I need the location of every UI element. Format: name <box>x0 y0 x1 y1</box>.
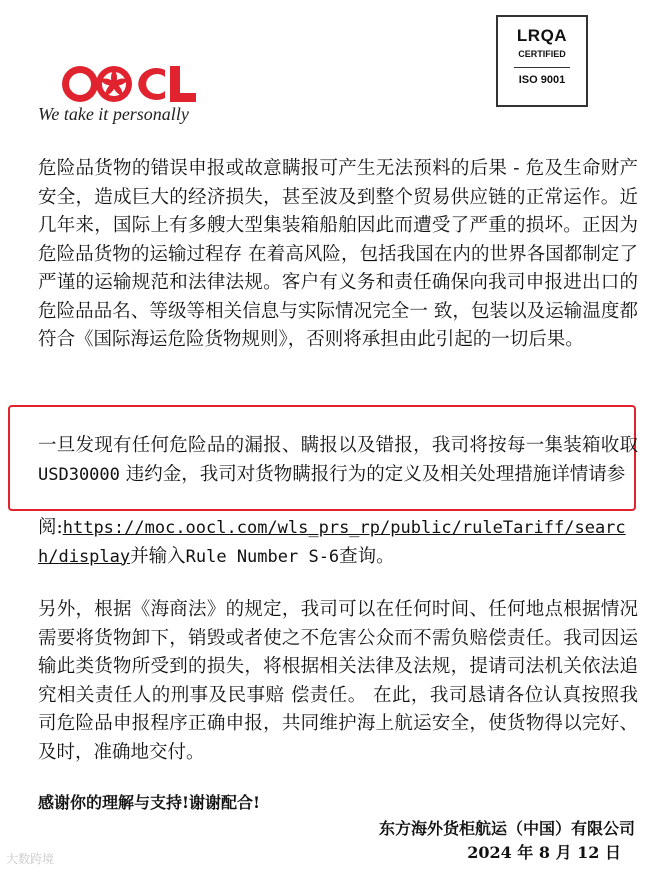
notice-date: 2024 年 8 月 12 日 <box>467 843 621 862</box>
paragraph-penalty <box>38 432 638 489</box>
penalty-amount: USD30000 <box>38 464 120 485</box>
penalty-text-a: 一旦发现有任何危险品的漏报、瞒报以及错报，我司将按每一集装箱收取 <box>38 435 638 456</box>
watermark: 大数跨境 <box>6 852 55 866</box>
cert-status: CERTIFIED <box>518 49 566 59</box>
reference-mid: 并输入 <box>130 545 186 567</box>
reference-prefix: 阅: <box>38 517 63 538</box>
paragraph-maritime-law: 另外，根据《海商法》的规定，我司可以在任何时间、任何地点根据情况需要将货物卸下，销毁或者使之不危害公众而不需负赔偿责任。我司因运输此类货物所受到的损失，将根据相关法律及法规，提请司法机关依法追究相关责任人的刑事及民事赔 偿责任。 在此，我司恳请各位认真按照我司危险品申报程序正确申报，共同维护海上航运安全，使货物得以完好、及时，准确地交付。 <box>38 599 638 763</box>
company-name: 东方海外货柜航运（中国）有限公司 <box>378 819 635 838</box>
cert-standard: ISO 9001 <box>518 74 566 86</box>
thanks-line: 感谢你的理解与支持!谢谢配合! <box>38 793 261 812</box>
tagline: We take it personally <box>38 104 189 124</box>
paragraph-reference <box>38 514 638 571</box>
cert-divider <box>514 67 570 68</box>
penalty-text-b: 违约金，我司对货物瞒报行为的定义及相关处理措施详情请参 <box>125 463 626 485</box>
rule-number: Rule Number S-6 <box>185 546 340 567</box>
oocl-logo-mark <box>58 62 218 106</box>
paragraph-risk-notice: 危险品货物的错误申报或故意瞒报可产生无法预料的后果 - 危及生命财产安全，造成巨大的经济损失，甚至波及到整个贸易供应链的正常运作。近几年来，国际上有多艘大型集装箱船舶因此而遭受了严重的损坏。正因为危险品货物的运输过程存 在着高风险，包括我国在内的世界各国都制定了严谨的运输规范和法律法规。客户有义务和责任确保向我司申报进出口的危险品品名、等级等相关信息与实际情况完全一 致，包装以及运输温度都符合《国际海运危险货物规则》，否则将承担由此引起的一切后果。 <box>38 158 638 350</box>
reference-suffix: 查询。 <box>339 545 395 567</box>
lrqa-certification-badge <box>496 15 588 107</box>
rule-tariff-link[interactable]: https://moc.oocl.com/wls_prs_rp/public/ruleTariff/search/display <box>38 518 626 567</box>
oocl-logo <box>38 52 228 132</box>
cert-brand: LRQA <box>516 26 568 45</box>
